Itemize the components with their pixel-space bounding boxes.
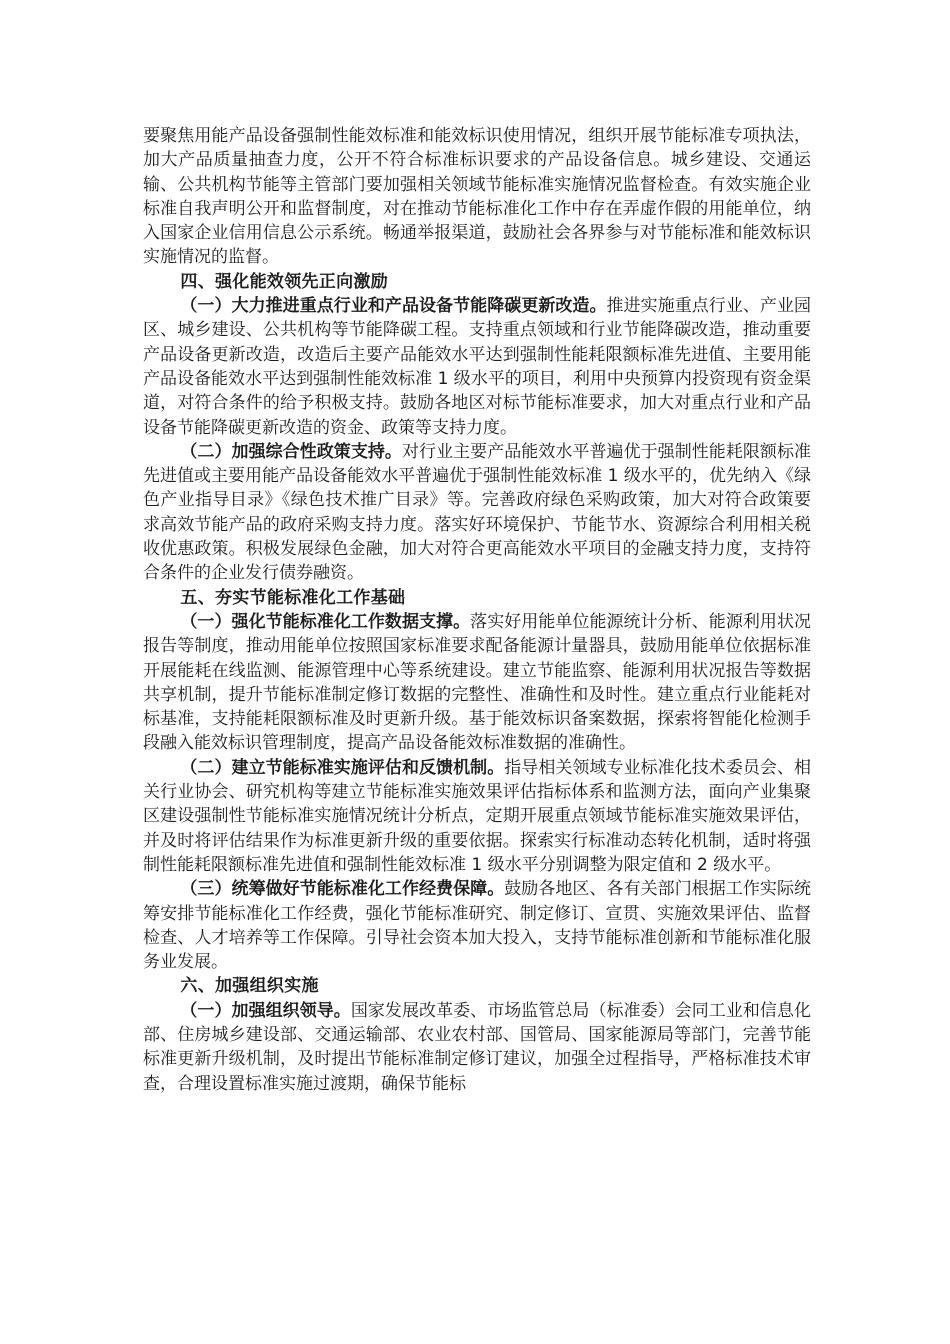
document-body — [143, 124, 811, 1096]
paragraph-5-3 — [143, 877, 811, 974]
paragraph-text: 推进实施重点行业、产业园区、城乡建设、公共机构等节能降碳工程。支持重点领域和行业节能降碳改造，推动重要产品设备更新改造，改造后主要产品能效水平达到强制性能耗限额标准先进值、主要用能产品设备能效水平达到强制性能效标准 1 级水平的项目，利用中央预算内投资现有资金渠道，对符合条件的给予积极支持。鼓励各地区对标节能标准要求，加大对重点行业和产品设备节能降碳更新改造的资金、政策等支持力度。 — [143, 296, 812, 438]
paragraph-lead: （二）建立节能标准实施评估和反馈机制。 — [180, 757, 505, 778]
paragraph-lead: （一）强化节能标准化工作数据支撑。 — [180, 611, 471, 632]
paragraph-text: 落实好用能单位能源统计分析、能源利用状况报告等制度，推动用能单位按照国家标准要求配备能源计量器具，鼓励用能单位依据标准开展能耗在线监测、能源管理中心等系统建设。建立节能监察、能源利用状况报告等数据共享机制，提升节能标准制定修订数据的完整性、准确性和及时性。建立重点行业能耗对标基准，支持能耗限额标准及时更新升级。基于能效标识备案数据，探索将智能化检测手段融入能效标识管理制度，提高产品设备能效标准数据的准确性。 — [143, 611, 812, 754]
paragraph-lead: （一）大力推进重点行业和产品设备节能降碳更新改造。 — [180, 296, 607, 317]
paragraph-lead: （二）加强综合性政策支持。 — [180, 441, 402, 462]
paragraph-5-2 — [143, 756, 811, 877]
paragraph-lead: （三）统筹做好节能标准化工作经费保障。 — [180, 879, 505, 900]
paragraph-5-1 — [143, 610, 811, 756]
paragraph-continued: 要聚焦用能产品设备强制性能效标准和能效标识使用情况，组织开展节能标准专项执法，加大产品质量抽查力度，公开不符合标准标识要求的产品设备信息。城乡建设、交通运输、公共机构节能等主管部门要加强相关领域节能标准实施情况监督检查。有效实施企业标准自我声明公开和监督制度，对在推动节能标准化工作中存在弄虚作假的用能单位，纳入国家企业信用信息公示系统。畅通举报渠道，鼓励社会各界参与对节能标准和能效标识实施情况的监督。 — [143, 126, 811, 268]
paragraph-4-1 — [143, 294, 811, 440]
paragraph-text: 指导相关领域专业标准化技术委员会、相关行业协会、研究机构等建立节能标准实施效果评估指标体系和监测方法，面向产业集聚区建设强制性节能标准实施情况统计分析点，定期开展重点领域节能标准实施效果评估，并及时将评估结果作为标准更新升级的重要依据。探索实行标准动态转化机制，适时将强制性能耗限额标准先进值和强制性能效标准 1 级水平分别调整为限定值和 2 级水平。 — [143, 757, 812, 875]
paragraph-6-1 — [143, 999, 811, 1096]
section-heading-6: 六、加强组织实施 — [180, 976, 319, 997]
section-heading-4: 四、强化能效领先正向激励 — [180, 271, 388, 292]
paragraph-4-2 — [143, 440, 811, 586]
paragraph-text: 对行业主要产品能效水平普遍优于强制性能耗限额标准先进值或主要用能产品设备能效水平普遍优于强制性能效标准 1 级水平的，优先纳入《绿色产业指导目录》《绿色技术推广目录》等。完善政府绿色采购政策，加大对符合政策要求高效节能产品的政府采购支持力度。落实好环境保护、节能节水、资源综合利用相关税收优惠政策。积极发展绿色金融，加大对符合更高能效水平项目的金融支持力度，支持符合条件的企业发行债券融资。 — [143, 441, 812, 584]
paragraph-text: 鼓励各地区、各有关部门根据工作实际统筹安排节能标准化工作经费，强化节能标准研究、制定修订、宣贯、实施效果评估、监督检查、人才培养等工作保障。引导社会资本加大投入，支持节能标准创新和节能标准化服务业发展。 — [143, 879, 812, 973]
section-heading-5: 五、夯实节能标准化工作基础 — [180, 587, 406, 608]
paragraph-text: 国家发展改革委、市场监管总局（标准委）会同工业和信息化部、住房城乡建设部、交通运输部、农业农村部、国管局、国家能源局等部门，完善节能标准更新升级机制，及时提出节能标准制定修订建议，加强全过程指导，严格标准技术审查，合理设置标准实施过渡期，确保节能标 — [143, 1000, 812, 1094]
paragraph-lead: （一）加强组织领导。 — [180, 1000, 351, 1021]
